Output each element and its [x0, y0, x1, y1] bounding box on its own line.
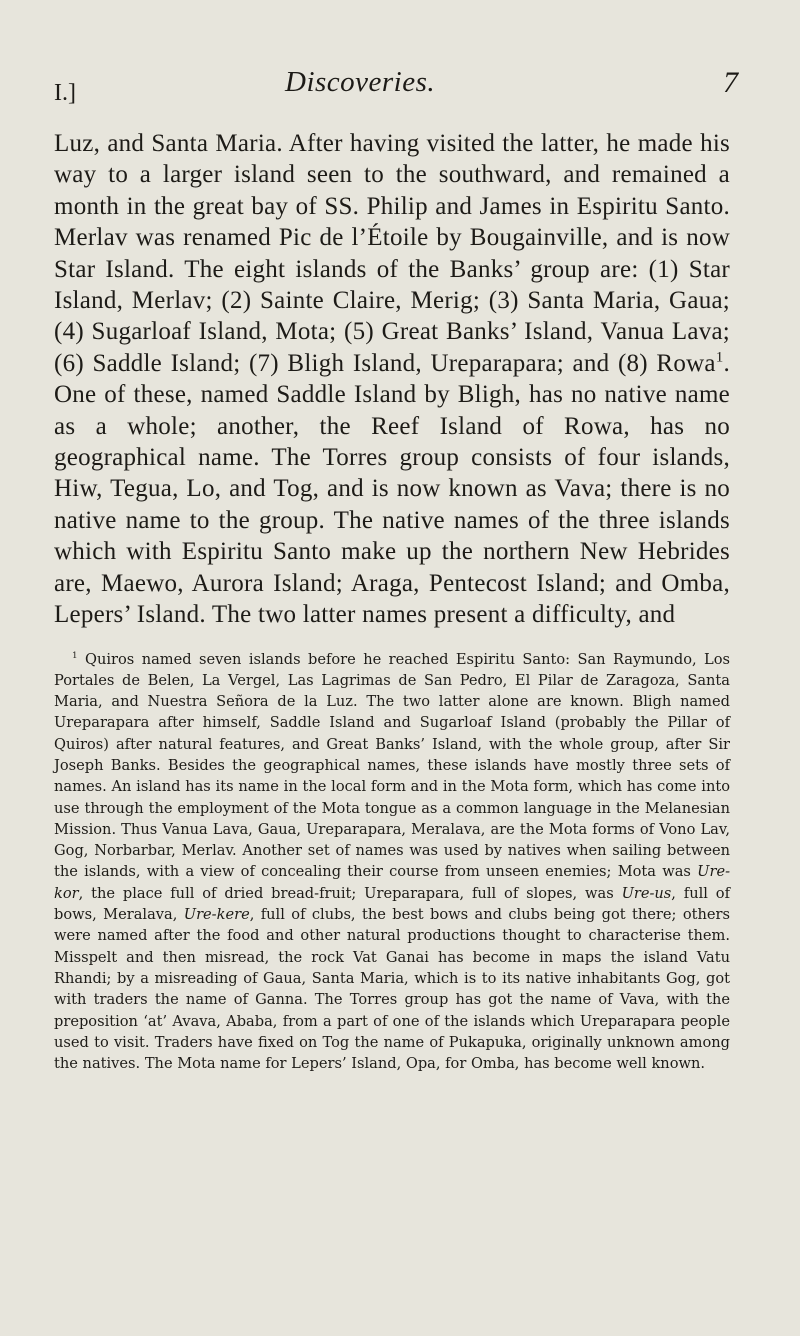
footnote-reference: 1: [715, 349, 724, 366]
footnote-text-3: , full of bows, Meralava,: [54, 884, 730, 924]
footnote-text: Quiros named seven islands before he reached Espiritu Santo: San Raymundo, Los Portales de Belen, La Vergel, Las Lagrimas de San Pedro, El Pilar de Zaragoza, Santa Maria, and Nuestra Señora de la Luz. The two latter alone are known. Bligh named Ureparapara after himself, Saddle Island and Sugarloaf Island (probably the Pillar of Quiros) after natural features, and Great Banks’ Island, with the whole group, after Sir Joseph Banks. Besides the geographical names, these islands have mostly three sets of names. An island has its name in the local form and in the Mota form, which has come into use through the employment of the Mota tongue as a common language in the Melanesian Mission. Thus Vanua Lava, Gaua, Ureparapara, Meralava, are the Mota forms of Vono Lav, Gog, Norbarbar, Merlav. Another set of names was used by natives when sailing between the islands, with a view of concealing their course from unseen enemies; Mota was: [54, 650, 731, 881]
footnote-paragraph: [54, 649, 730, 1075]
running-title: Discoveries.: [285, 66, 436, 98]
footnote: [54, 649, 730, 1075]
page-number: 7: [723, 66, 738, 99]
footnote-marker: 1: [72, 650, 78, 661]
footnote-italic-term: Ure-kere: [183, 906, 250, 924]
body-text: [54, 128, 730, 631]
footnote-italic-term: Ure-kor: [54, 863, 731, 902]
body-paragraph-text: Luz, and Santa Maria. After having visited the latter, he made his way to a larger island seen to the southward, and remained a month in the great bay of SS. Philip and James in Espiritu Santo. Merlav was renamed Pic de l’Étoile by Bougainville, and is now Star Island. The eight islands of the Banks’ group are: (1) Star Island, Merlav; (2) Sainte Claire, Merig; (3) Santa Maria, Gaua; (4) Sugarloaf Island, Mota; (5) Great Banks’ Island, Vanua Lava; (6) Saddle Island; (7) Bligh Island, Ureparapara; and (8) Rowa: [54, 130, 730, 377]
chapter-mark: I.]: [54, 80, 76, 106]
body-paragraph-continuation: . One of these, named Saddle Island by Bligh, has no native name as a whole; another, the Reef Island of Rowa, has no geographical name. The Torres group consists of four islands, Hiw, Tegua, Lo, and Tog, and is now known as Vava; there is no native name to the group. The native names of the three islands which with Espiritu Santo make up the northern New Hebrides are, Maewo, Aurora Island; Araga, Pentecost Island; and Omba, Lepers’ Island. The two latter names present a difficulty, and: [54, 349, 730, 629]
page-header: [54, 66, 738, 110]
footnote-italic-term: Ure-us: [621, 884, 672, 902]
body-paragraph: [54, 128, 730, 631]
footnote-text-2: , the place full of dried bread-fruit; Ureparapara, full of slopes, was: [78, 884, 614, 902]
footnote-text-4: , full of clubs, the best bows and clubs being got there; others were named after the food and other natural productions thought to characterise them. Misspelt and then misread, the rock Vat Ganai has become in maps the island Vatu Rhandi; by a misreading of Gaua, Santa Maria, which is to its native inhabitants Gog, got with traders the name of Ganna. The Torres group has got the name of Vava, with the preposition ‘at’ Avava, Ababa, from a part of one of the islands which Ureparapara people used to visit. Traders have fixed on Tog the name of Pukapuka, originally unknown among the natives. The Mota name for Lepers’ Island, Opa, for Omba, has become well known.: [54, 906, 730, 1073]
